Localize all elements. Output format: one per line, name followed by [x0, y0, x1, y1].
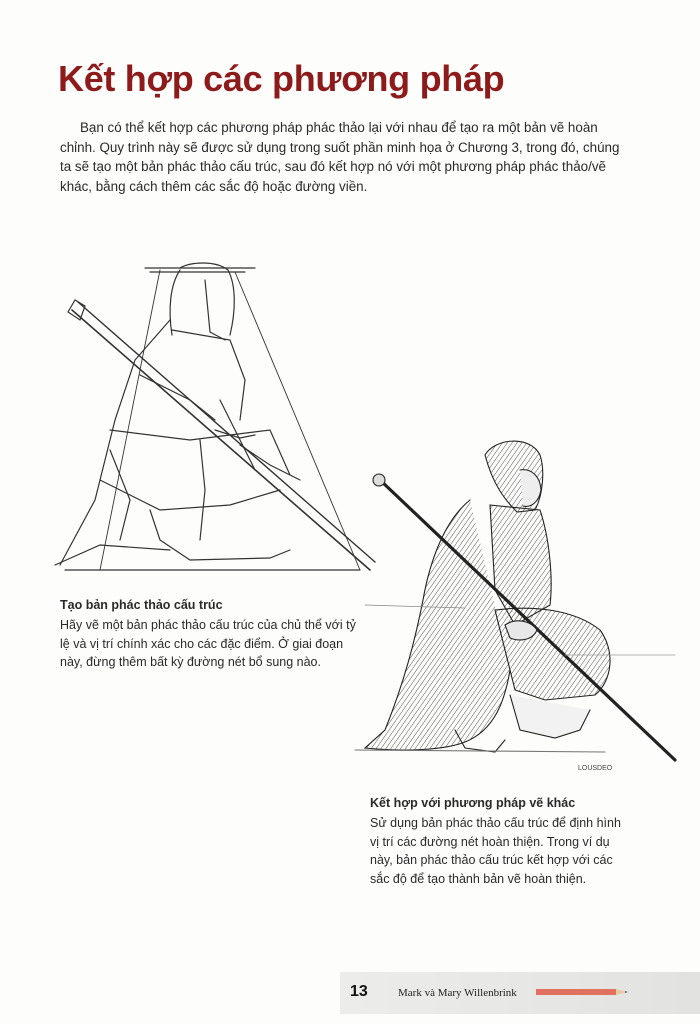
- page-title: Kết hợp các phương pháp: [58, 58, 505, 99]
- caption2-body: Sử dụng bản phác thảo cấu trúc để định hình vị trí các đường nét hoàn thiện. Trong ví dụ này, bản phác thảo cấu trúc kết hợp với các sắc độ để tạo thành bản vẽ hoàn thiện.: [370, 816, 621, 886]
- caption1-body: Hãy vẽ một bản phác thảo cấu trúc của chủ thể với tỷ lệ và vị trí chính xác cho các đặc điểm. Ở giai đoạn này, đừng thêm bất kỳ đường nét bổ sung nào.: [60, 618, 356, 669]
- page-footer: [340, 972, 700, 1014]
- artist-signature: LOUSDEO: [578, 765, 613, 772]
- pencil-icon: [536, 985, 632, 999]
- structural-sketch-illustration: [40, 240, 385, 585]
- caption2-heading: Kết hợp với phương pháp vẽ khác: [370, 796, 576, 810]
- caption1-heading: Tạo bản phác thảo cấu trúc: [60, 598, 223, 612]
- footer-author: Mark và Mary Willenbrink: [398, 987, 517, 999]
- page-number: 13: [350, 983, 368, 1000]
- finished-shaded-drawing-illustration: [345, 430, 690, 780]
- intro-paragraph: [60, 118, 620, 196]
- intro-text: Bạn có thể kết hợp các phương pháp phác thảo lại với nhau để tạo ra một bản vẽ hoàn chỉnh. Quy trình này sẽ được sử dụng trong suốt phần minh họa ở Chương 3, trong đó, chúng ta sẽ tạo một bản phác thảo cấu trúc, sau đó kết hợp nó với một phương pháp phác thảo/vẽ khác, bằng cách thêm các sắc độ hoặc đường viền.: [60, 120, 620, 194]
